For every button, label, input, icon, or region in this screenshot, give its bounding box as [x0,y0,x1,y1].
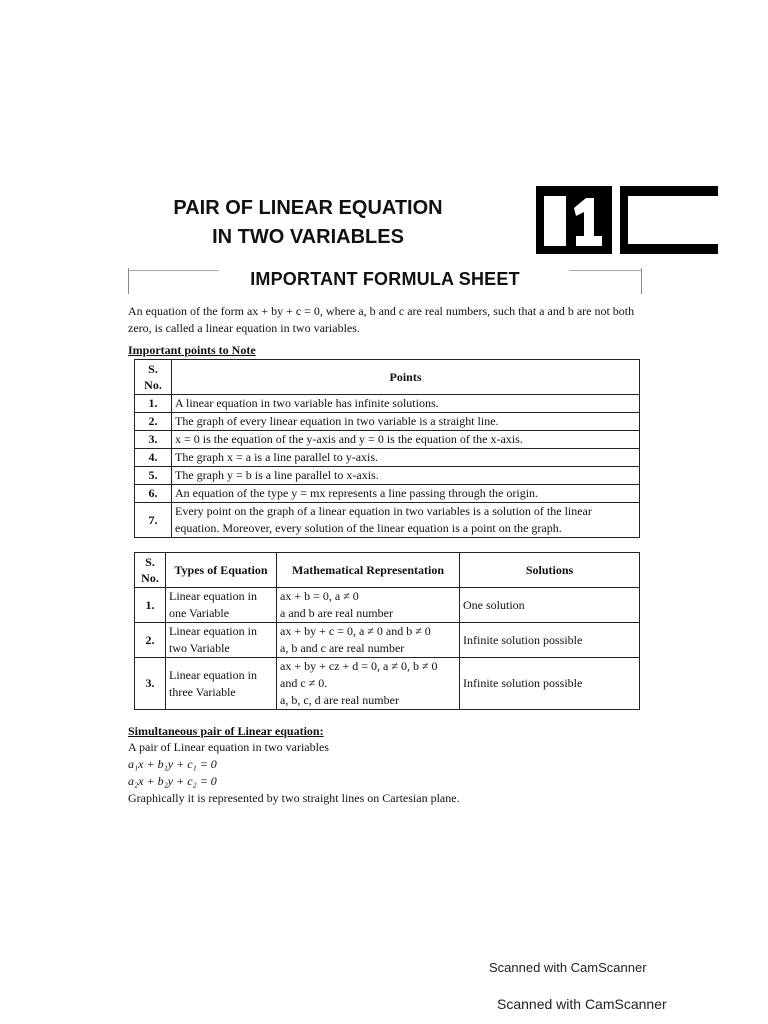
table-row [135,503,640,538]
row-text: The graph y = b is a line parallel to x-axis. [172,467,640,485]
header-representation: Mathematical Representation [277,553,460,588]
scanner-watermark-2: Scanned with CamScanner [497,996,667,1012]
header-sno: S. No. [135,553,166,588]
row-solution: Infinite solution possible [460,623,640,658]
row-text: An equation of the type y = mx represents a line passing through the origin. [172,485,640,503]
points-table [134,359,640,538]
header-type: Types of Equation [166,553,277,588]
table-row [135,623,640,658]
table-header-row [135,360,640,395]
rep-line: ax + by + cz + d = 0, a ≠ 0, b ≠ 0 [280,659,438,673]
row-number: 7. [135,503,172,538]
rep-line: a and b are real number [280,606,393,620]
scanner-watermark-1: Scanned with CamScanner [489,960,647,975]
row-text: x = 0 is the equation of the y-axis and y = 0 is the equation of the x-axis. [172,431,640,449]
row-number: 5. [135,467,172,485]
table-row [135,395,640,413]
formula-sheet-banner [128,268,642,294]
row-representation [277,658,460,710]
banner-title: IMPORTANT FORMULA SHEET [250,269,520,289]
simultaneous-section [128,724,642,807]
chapter-number-graphic [536,186,718,254]
title-line-1: PAIR OF LINEAR EQUATION [173,197,443,219]
rep-line: a, b, c, d are real number [280,693,399,707]
row-type: Linear equation in one Variable [166,588,277,623]
simultaneous-note: Graphically it is represented by two straight lines on Cartesian plane. [128,791,460,805]
table-row [135,449,640,467]
row-solution: Infinite solution possible [460,658,640,710]
row-type: Linear equation in three Variable [166,658,277,710]
equation-types-table [134,552,640,710]
intro-paragraph: An equation of the form ax + by + c = 0, where a, b and c are real numbers, such that a and b are not both zero, is called a linear equation in two variables. [128,304,635,335]
row-number: 2. [135,413,172,431]
row-number: 2. [135,623,166,658]
row-text: A linear equation in two variable has infinite solutions. [172,395,640,413]
row-number: 3. [135,431,172,449]
row-number: 6. [135,485,172,503]
row-number: 3. [135,658,166,710]
table-row [135,413,640,431]
header-solutions: Solutions [460,553,640,588]
chapter-logo [536,186,718,254]
header-points: Points [172,360,640,395]
row-number: 1. [135,395,172,413]
header-sno: S. No. [135,360,172,395]
points-heading: Important points to Note [128,343,256,357]
row-text: The graph x = a is a line parallel to y-axis. [172,449,640,467]
page-title [148,194,468,252]
table-header-row [135,553,640,588]
equation-2: a₂x + b₂y + c₂ = 0 [128,774,217,788]
rep-line: ax + b = 0, a ≠ 0 [280,589,359,603]
row-type: Linear equation in two Variable [166,623,277,658]
rep-line: ax + by + c = 0, a ≠ 0 and b ≠ 0 [280,624,431,638]
table-row [135,485,640,503]
row-representation [277,588,460,623]
row-solution: One solution [460,588,640,623]
row-representation [277,623,460,658]
equation-1: a₁x + b₁y + c₁ = 0 [128,757,217,771]
row-number: 4. [135,449,172,467]
row-text: Every point on the graph of a linear equation in two variables is a solution of the linear equation. Moreover, every solution of the linear equation is a point on the graph. [172,503,640,538]
rep-line: a, b and c are real number [280,641,405,655]
row-number: 1. [135,588,166,623]
table-row [135,467,640,485]
table-row [135,588,640,623]
title-line-2: IN TWO VARIABLES [212,226,404,248]
table-row [135,658,640,710]
rep-line: and c ≠ 0. [280,676,328,690]
table-row [135,431,640,449]
row-text: The graph of every linear equation in two variable is a straight line. [172,413,640,431]
simultaneous-intro: A pair of Linear equation in two variables [128,740,329,754]
simultaneous-heading: Simultaneous pair of Linear equation: [128,724,324,738]
